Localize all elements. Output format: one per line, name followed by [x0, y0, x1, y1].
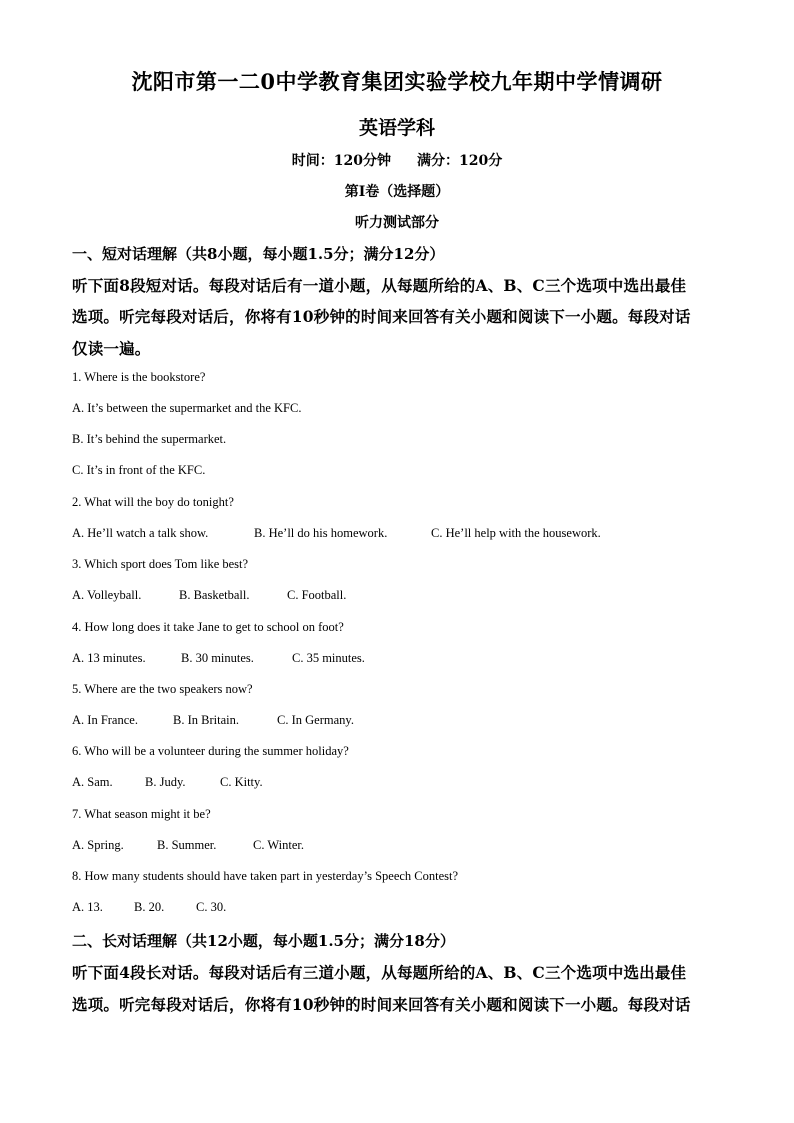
- question-5-option-c: C. In Germany.: [277, 713, 354, 727]
- question-8-option-a: A. 13.: [72, 900, 103, 914]
- question-4-option-b: B. 30 minutes.: [181, 651, 254, 665]
- question-1-option-a: A. It’s between the supermarket and the KFC.: [72, 401, 302, 415]
- full-score: 满分：120分: [417, 153, 503, 169]
- question-8-option-c: C. 30.: [196, 900, 227, 914]
- volume-title: 第Ⅰ卷（选择题）: [344, 184, 450, 200]
- section-1-instruction-line: 听下面8段短对话。每段对话后有一道小题，从每题所给的A、B、C三个选项中选出最佳: [72, 276, 687, 295]
- section-1-instruction-line: 选项。听完每段对话后，你将有10秒钟的时间来回答有关小题和阅读下一小题。每段对话: [72, 307, 691, 326]
- question-5-option-a: A. In France.: [72, 713, 138, 727]
- question-3-option-c: C. Football.: [287, 588, 347, 602]
- question-7-option-a: A. Spring.: [72, 838, 124, 852]
- question-4-options: [72, 651, 365, 666]
- question-1-option-c: C. It’s in front of the KFC.: [72, 463, 206, 477]
- section-2-heading: 二、长对话理解（共12小题，每小题1.5分；满分18分）: [72, 932, 455, 950]
- question-3: 3. Which sport does Tom like best?: [72, 557, 249, 571]
- question-7-option-c: C. Winter.: [253, 838, 305, 852]
- question-2-option-c: C. He’ll help with the housework.: [431, 526, 601, 540]
- question-8-options: [72, 900, 226, 915]
- question-5-option-b: B. In Britain.: [173, 713, 239, 727]
- question-7: 7. What season might it be?: [72, 807, 211, 821]
- section-1-heading: 一、短对话理解（共8小题，每小题1.5分；满分12分）: [72, 245, 445, 263]
- question-4: 4. How long does it take Jane to get to school on foot?: [72, 620, 344, 634]
- section-1-instruction-line: 仅读一遍。: [72, 339, 151, 358]
- question-3-option-a: A. Volleyball.: [72, 588, 142, 602]
- time-limit: 时间：120分钟: [291, 153, 391, 169]
- question-1-option-b: B. It’s behind the supermarket.: [72, 432, 227, 446]
- question-4-option-a: A. 13 minutes.: [72, 651, 146, 665]
- question-6-option-a: A. Sam.: [72, 775, 113, 789]
- exam-meta: [0, 150, 794, 170]
- question-6: 6. Who will be a volunteer during the summer holiday?: [72, 744, 349, 758]
- question-3-option-b: B. Basketball.: [179, 588, 250, 602]
- question-2-options: [72, 526, 601, 541]
- question-7-option-b: B. Summer.: [157, 838, 217, 852]
- question-7-options: [72, 838, 304, 853]
- section-2-instruction-line: 选项。听完每段对话后，你将有10秒钟的时间来回答有关小题和阅读下一小题。每段对话: [72, 995, 691, 1014]
- question-6-options: [72, 775, 263, 790]
- question-2: 2. What will the boy do tonight?: [72, 495, 234, 509]
- question-2-option-a: A. He’ll watch a talk show.: [72, 526, 209, 540]
- part-title: 听力测试部分: [355, 215, 439, 231]
- question-6-option-c: C. Kitty.: [220, 775, 263, 789]
- question-3-options: [72, 588, 346, 603]
- question-5-options: [72, 713, 354, 728]
- question-5: 5. Where are the two speakers now?: [72, 682, 253, 696]
- question-8: 8. How many students should have taken part in yesterday’s Speech Contest?: [72, 869, 459, 883]
- question-6-option-b: B. Judy.: [145, 775, 186, 789]
- section-2-instruction-line: 听下面4段长对话。每段对话后有三道小题，从每题所给的A、B、C三个选项中选出最佳: [72, 963, 687, 982]
- exam-title: 沈阳市第一二0中学教育集团实验学校九年期中学情调研: [131, 69, 663, 94]
- question-4-option-c: C. 35 minutes.: [292, 651, 365, 665]
- subject-title: 英语学科: [358, 117, 435, 139]
- question-2-option-b: B. He’ll do his homework.: [254, 526, 388, 540]
- question-1: 1. Where is the bookstore?: [72, 370, 206, 384]
- question-8-option-b: B. 20.: [134, 900, 165, 914]
